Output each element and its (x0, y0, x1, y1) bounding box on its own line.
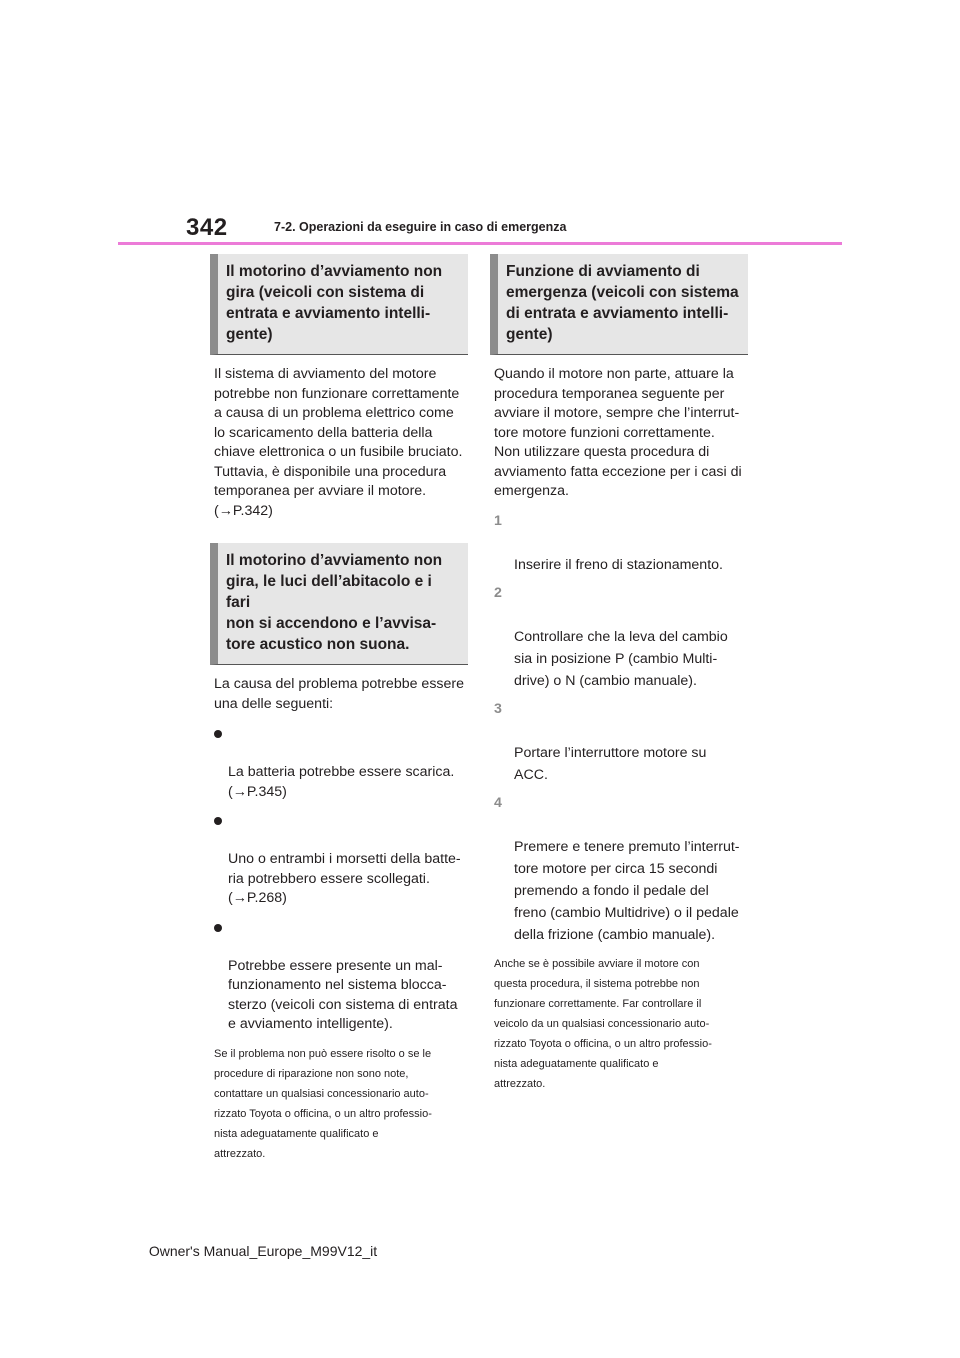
page-number: 342 (186, 214, 228, 241)
bullet-text: Potrebbe essere presente un mal- funzionamento nel sistema blocca- sterzo (veicoli con sistema di entrata e avviamento intelligente). (228, 957, 458, 1032)
step-number: 3 (494, 700, 502, 717)
step-item (490, 698, 748, 786)
step-item (490, 792, 748, 946)
paragraph-starter-explanation: Il sistema di avviamento del motore potrebbe non funzionare correttamente a causa di un problema elettrico come lo scaricamento della batteria della chiave elettronica o un fusibile bruciato. Tuttavia, è disponibile una procedura temporanea per avviare il motore. (→P.342) (214, 366, 463, 519)
step-text: Controllare che la leva del cambio sia in posizione P (cambio Multi- drive) o N (cambio manuale). (514, 628, 728, 689)
bullet-icon (214, 817, 222, 825)
bullet-text: La batteria potrebbe essere scarica. (→P.345) (228, 764, 455, 800)
list-item (210, 724, 468, 802)
bullet-icon (214, 924, 222, 932)
header-rule (118, 242, 842, 245)
step-text: Premere e tenere premuto l’interrut- tore motore per circa 15 secondi premendo a fondo il pedale del freno (cambio Multidrive) o il pedale della frizione (cambio manuale). (514, 838, 740, 943)
step-text: Portare l’interruttore motore su ACC. (514, 744, 707, 783)
causes-list (210, 724, 468, 1035)
steps-list (490, 510, 748, 946)
note-check-vehicle: Anche se è possibile avviare il motore con questa procedura, il sistema potrebbe non funzionare correttamente. Far controllare il veicolo da un qualsiasi concessionario auto- rizzato Toyota o officina, o un altro professio- nista adeguatamente qualificato e attrezzato. (494, 957, 712, 1090)
step-item (490, 510, 748, 576)
step-item (490, 582, 748, 692)
list-item (210, 811, 468, 909)
list-item (210, 918, 468, 1035)
bullet-text: Uno o entrambi i morsetti della batte- ria potrebbero essere scollegati. (→P.268) (228, 851, 461, 906)
step-number: 1 (494, 512, 502, 529)
footer-text: Owner's Manual_Europe_M99V12_it (148, 1243, 378, 1259)
step-text: Inserire il freno di stazionamento. (514, 556, 723, 573)
paragraph-emergency-intro: Quando il motore non parte, attuare la procedura temporanea seguente per avviare il motore, sempre che l’interrut- tore motore funzioni correttamente. Non utilizzare questa procedura di avviamento fatta eccezione per i casi di emergenza. (494, 366, 742, 499)
right-column (490, 254, 748, 1094)
left-column (210, 254, 468, 1164)
heading-starter-not-turning: Il motorino d’avviamento non gira (veicoli con sistema di entrata e avviamento intelli- gente) (210, 254, 468, 355)
section-title: 7-2. Operazioni da eseguire in caso di emergenza (274, 220, 567, 234)
note-contact-dealer: Se il problema non può essere risolto o se le procedure di riparazione non sono note, contattare un qualsiasi concessionario auto- rizzato Toyota o officina, o un altro professio- nista adeguatamente qualificato e attrezzato. (214, 1047, 432, 1160)
heading-emergency-start: Funzione di avviamento di emergenza (veicoli con sistema di entrata e avviamento intelli- gente) (490, 254, 748, 355)
step-number: 2 (494, 584, 502, 601)
bullet-icon (214, 730, 222, 738)
paragraph-causes-intro: La causa del problema potrebbe essere una delle seguenti: (214, 676, 465, 712)
heading-no-lights-no-horn: Il motorino d’avviamento non gira, le luci dell’abitacolo e i fari non si accendono e l’avvisa- tore acustico non suona. (210, 543, 468, 665)
step-number: 4 (494, 794, 502, 811)
footer (0, 1243, 960, 1259)
